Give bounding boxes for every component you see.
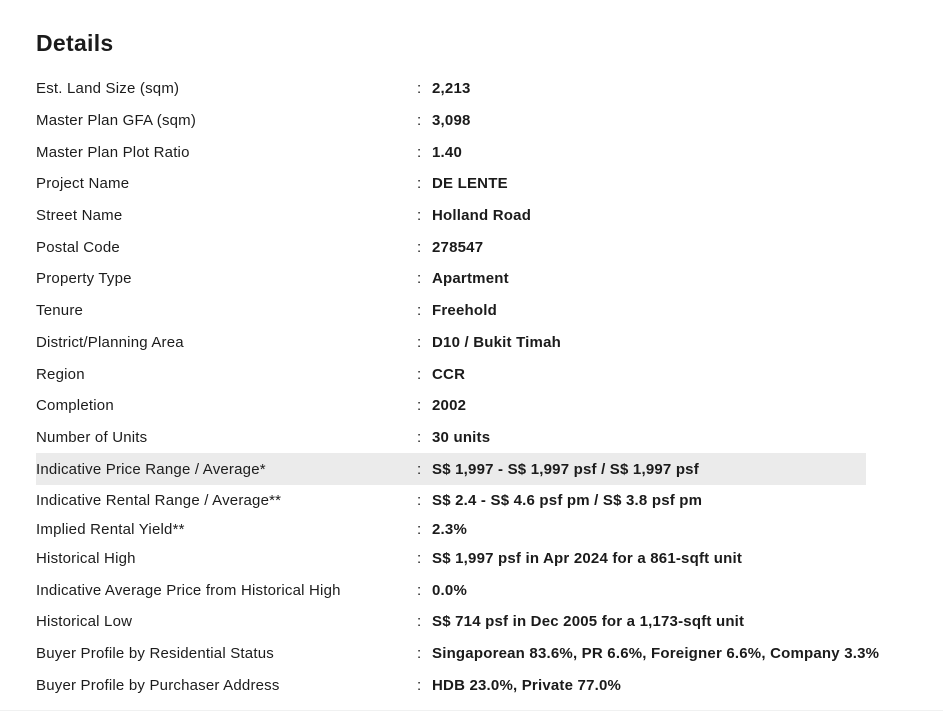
detail-row-project-name: [36, 168, 943, 200]
colon-separator: :: [417, 428, 422, 446]
detail-row-region: [36, 358, 943, 390]
detail-label: Indicative Price Range / Average*: [36, 460, 266, 478]
detail-value: 1.40: [432, 143, 462, 161]
detail-label: Indicative Rental Range / Average**: [36, 492, 282, 510]
colon-separator: :: [417, 238, 422, 256]
detail-row-number-of-units: [36, 422, 943, 454]
colon-separator: :: [417, 207, 422, 225]
detail-value: S$ 2.4 - S$ 4.6 psf pm / S$ 3.8 psf pm: [432, 492, 703, 510]
bottom-divider: [0, 710, 943, 711]
detail-label: Historical High: [36, 549, 136, 567]
detail-label: Project Name: [36, 175, 130, 193]
detail-value: Freehold: [432, 302, 497, 320]
colon-separator: :: [417, 80, 422, 98]
detail-value: Apartment: [432, 270, 509, 288]
detail-label: Postal Code: [36, 238, 120, 256]
colon-separator: :: [417, 112, 422, 130]
detail-value: Holland Road: [432, 207, 532, 225]
detail-value: 3,098: [432, 112, 471, 130]
colon-separator: :: [417, 521, 422, 539]
colon-separator: :: [417, 270, 422, 288]
detail-row-indicative-rental-range: [36, 485, 943, 517]
colon-separator: :: [417, 333, 422, 351]
detail-row-indicative-price-range-highlighted: [36, 453, 866, 485]
colon-separator: :: [417, 676, 422, 694]
colon-separator: :: [417, 645, 422, 663]
detail-value: 30 units: [432, 428, 491, 446]
detail-value: D10 / Bukit Timah: [432, 333, 561, 351]
page-title: Details: [36, 30, 114, 56]
detail-row-completion: [36, 390, 943, 422]
detail-label: Tenure: [36, 302, 84, 320]
detail-row-master-plan-gfa: [36, 105, 943, 137]
detail-value: S$ 714 psf in Dec 2005 for a 1,173-sqft unit: [432, 613, 745, 631]
detail-label: Historical Low: [36, 613, 133, 631]
detail-label: Master Plan GFA (sqm): [36, 112, 197, 130]
colon-separator: :: [417, 397, 422, 415]
detail-value: S$ 1,997 - S$ 1,997 psf / S$ 1,997 psf: [432, 460, 699, 478]
detail-row-est-land-size: [36, 73, 943, 105]
detail-value: 2002: [432, 397, 467, 415]
colon-separator: :: [417, 613, 422, 631]
detail-label: Completion: [36, 397, 114, 415]
detail-row-tenure: [36, 295, 943, 327]
detail-value: 0.0%: [432, 581, 467, 599]
detail-label: Number of Units: [36, 428, 148, 446]
detail-row-postal-code: [36, 231, 943, 263]
detail-value: DE LENTE: [432, 175, 508, 193]
detail-row-historical-low: [36, 606, 943, 638]
detail-value: 2,213: [432, 80, 471, 98]
detail-label: Region: [36, 365, 85, 383]
colon-separator: :: [417, 581, 422, 599]
colon-separator: :: [417, 175, 422, 193]
detail-value: 2.3%: [432, 521, 467, 539]
detail-row-street-name: [36, 200, 943, 232]
detail-row-buyer-profile-residential-status: [36, 638, 943, 670]
detail-row-historical-high: [36, 543, 943, 575]
colon-separator: :: [417, 302, 422, 320]
detail-row-indicative-average-price-from-historical-high: [36, 574, 943, 606]
colon-separator: :: [417, 492, 422, 510]
detail-row-implied-rental-yield: [36, 517, 943, 543]
detail-row-district-planning-area: [36, 327, 943, 359]
detail-label: Buyer Profile by Residential Status: [36, 645, 274, 663]
detail-value: HDB 23.0%, Private 77.0%: [432, 676, 622, 694]
detail-label: Buyer Profile by Purchaser Address: [36, 676, 280, 694]
colon-separator: :: [417, 143, 422, 161]
detail-value: Singaporean 83.6%, PR 6.6%, Foreigner 6.6%, Company 3.3%: [432, 645, 880, 663]
detail-label: District/Planning Area: [36, 333, 184, 351]
detail-label: Property Type: [36, 270, 132, 288]
detail-label: Street Name: [36, 207, 123, 225]
detail-value: S$ 1,997 psf in Apr 2024 for a 861-sqft unit: [432, 549, 743, 567]
detail-value: 278547: [432, 238, 484, 256]
detail-label: Master Plan Plot Ratio: [36, 143, 190, 161]
detail-row-property-type: [36, 263, 943, 295]
colon-separator: :: [417, 365, 422, 383]
colon-separator: :: [417, 549, 422, 567]
detail-row-master-plan-plot-ratio: [36, 136, 943, 168]
detail-row-buyer-profile-purchaser-address: [36, 669, 943, 701]
detail-value: CCR: [432, 365, 466, 383]
detail-label: Implied Rental Yield**: [36, 521, 185, 539]
detail-label: Indicative Average Price from Historical High: [36, 581, 341, 599]
colon-separator: :: [417, 460, 422, 478]
detail-label: Est. Land Size (sqm): [36, 80, 180, 98]
details-list: [36, 73, 943, 701]
